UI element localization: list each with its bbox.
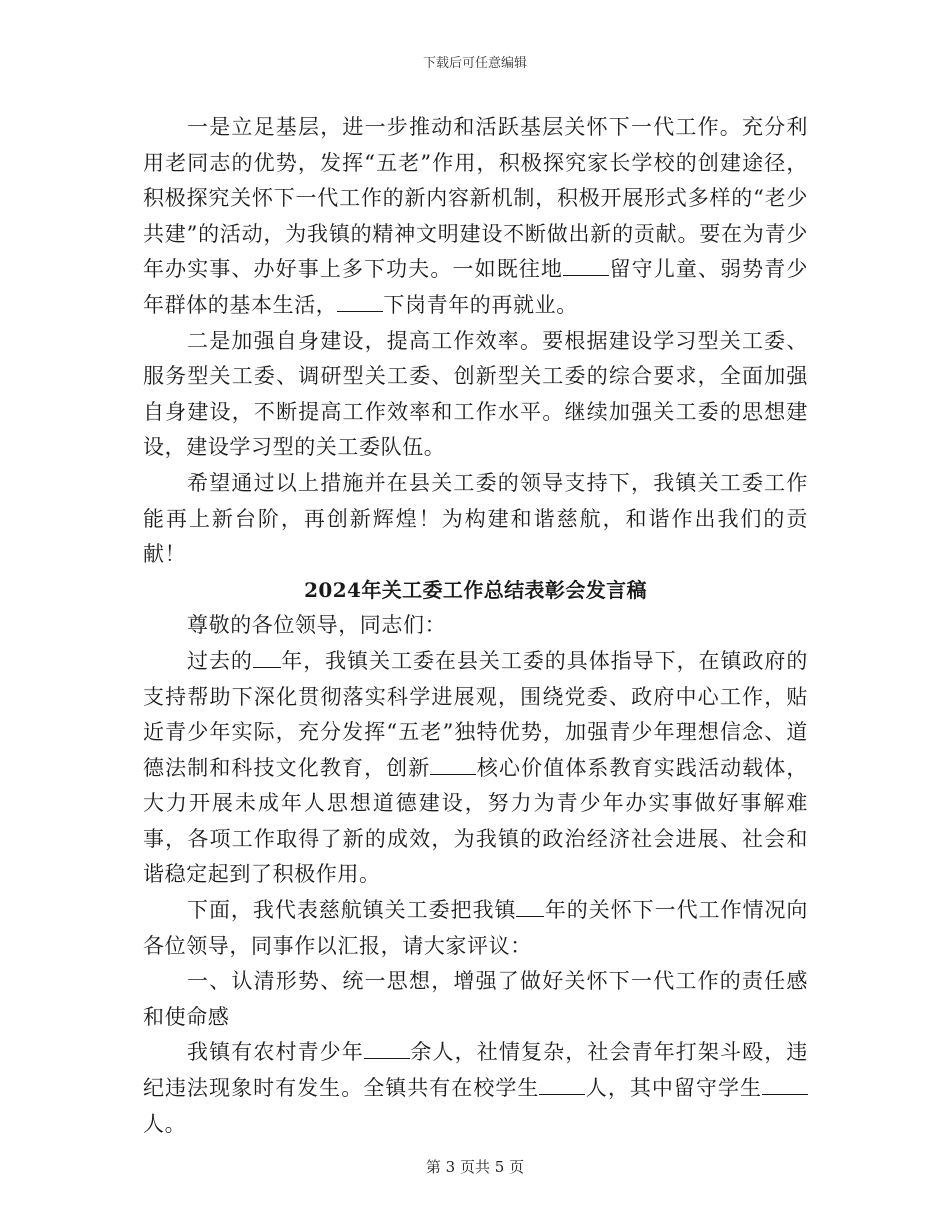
paragraph-community-work xyxy=(143,110,808,324)
fill-blank xyxy=(563,255,609,276)
fill-blank xyxy=(762,1074,808,1095)
paragraph-text: 年的关怀下一代工作情况向各位领导，同事作以汇报，请大家评议： xyxy=(143,898,809,958)
paragraph-text: 人，其中留守学生 xyxy=(585,1076,762,1101)
fill-blank xyxy=(430,754,476,775)
document-title: 2024年关工委工作总结表彰会发言稿 xyxy=(304,577,647,602)
fill-blank xyxy=(516,896,544,917)
paragraph-text: 人。 xyxy=(143,1111,187,1136)
paragraph-text: 年，我镇关工委在县关工委的具体指导下，在镇政府的支持帮助下深化贯彻落实科学进展观，围绕党委、政府中心工作，贴近青少年实际，充分发挥“五老”独特优势，加强青少年理想信念、道德法制和科技文化教育，创新 xyxy=(143,648,808,780)
fill-blank xyxy=(337,291,383,312)
paragraph-text: 我镇有农村青少年 xyxy=(187,1040,364,1065)
page-footer: 第 3 页共 5 页 xyxy=(425,1158,525,1176)
page-header: 下载后可任意编辑 xyxy=(422,56,527,71)
fill-blank xyxy=(539,1074,585,1095)
paragraph-text: 一是立足基层，进一步推动和活跃基层关怀下一代工作。充分利用老同志的优势，发挥“五老”作用，积极探究家长学校的创建途径，积极探究关怀下一代工作的新内容新机制，积极开展形式多样的“老少共建”的活动，为我镇的精神文明建设不断做出新的贡献。要在为青少年办实事、办好事上多下功夫。一如既往地 xyxy=(143,115,808,282)
paragraph-text: 核心价值体系教育实践活动载体，大力开展未成年人思想道德建设，努力为青少年办实事做好事解难事，各项工作取得了新的成效，为我镇的政治经济社会进展、社会和谐稳定起到了积极作用。 xyxy=(143,755,808,887)
paragraph-hope: 希望通过以上措施并在县关工委的领导支持下，我镇关工委工作能再上新台阶，再创新辉煌！为构建和谐慈航，和谐作出我们的贡献！ xyxy=(143,470,808,567)
paragraph-self-building: 二是加强自身建设，提高工作效率。要根据建设学习型关工委、服务型关工委、调研型关工委、创新型关工委的综合要求，全面加强自身建设，不断提高工作效率和工作水平。继续加强关工委的思想建设，建设学习型的关工委队伍。 xyxy=(143,328,808,460)
paragraph-text: 余人，社情复杂，社会青年打架斗殴，违纪违法现象时有发生。全镇共有在校学生 xyxy=(143,1040,808,1101)
paragraph-text: 下岗青年的再就业。 xyxy=(383,292,578,317)
section-heading-one: 一、认清形势、统一思想，增强了做好关怀下一代工作的责任感和使命感 xyxy=(143,969,808,1029)
fill-blank xyxy=(253,647,281,668)
document-body xyxy=(143,110,808,1142)
fill-blank xyxy=(364,1038,410,1059)
paragraph-past-year xyxy=(143,644,808,893)
paragraph-report-intro xyxy=(143,893,808,964)
paragraph-text: 下面，我代表慈航镇关工委把我镇 xyxy=(187,898,517,923)
salutation: 尊敬的各位领导，同志们： xyxy=(187,613,447,638)
paragraph-text: 过去的 xyxy=(187,648,253,673)
paragraph-text: 留守儿童、弱势青少年群体的基本生活， xyxy=(143,257,808,317)
paragraph-youth-stats xyxy=(143,1035,808,1142)
